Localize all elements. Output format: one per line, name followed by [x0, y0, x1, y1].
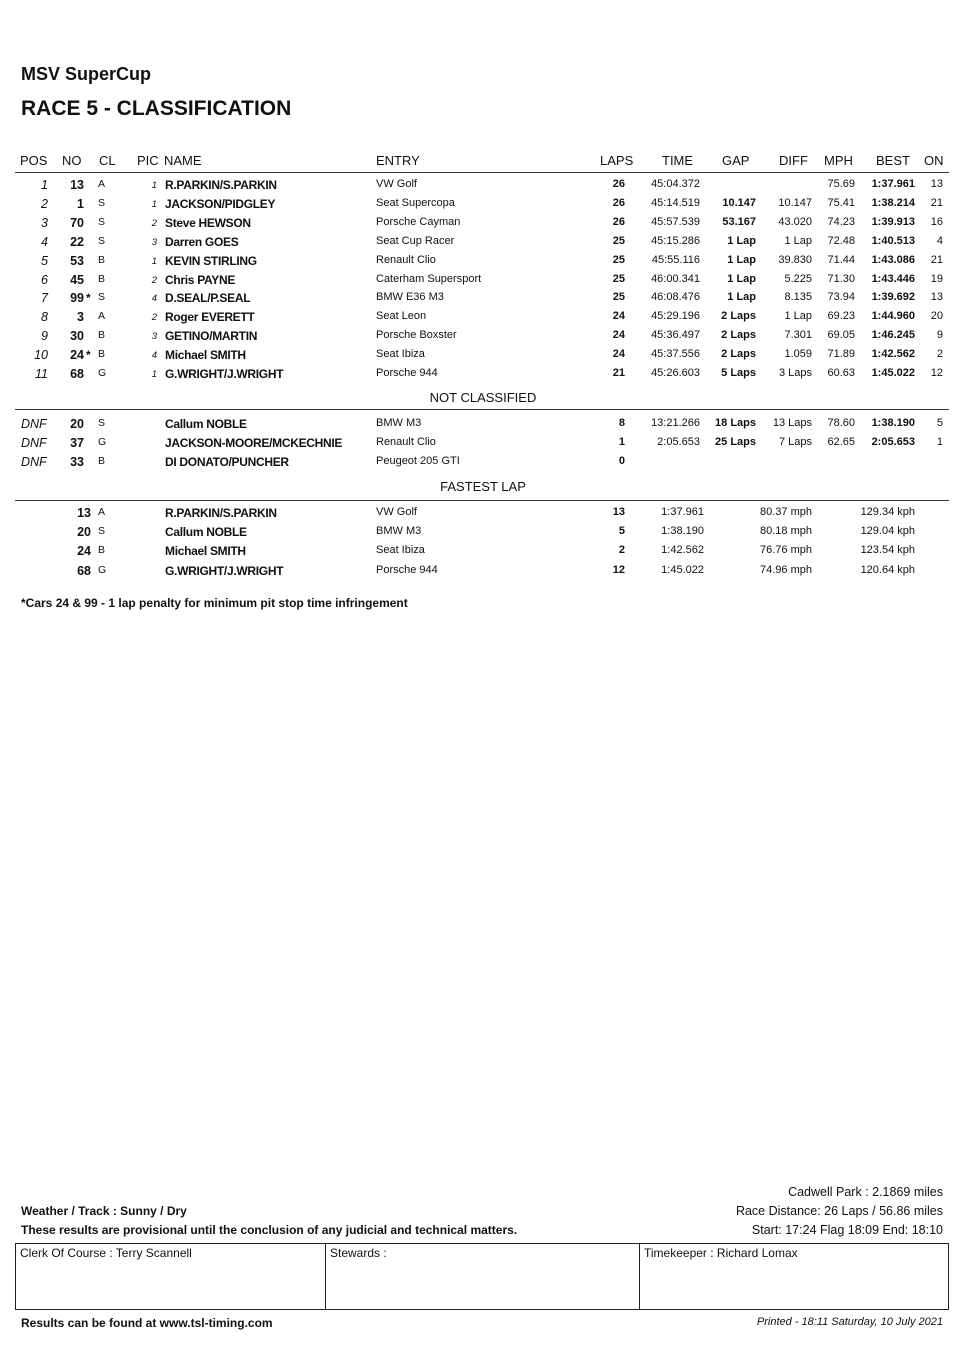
best-lap: 2:05.653: [871, 435, 915, 448]
fastest-lap-mph: 74.96 mph: [760, 563, 812, 576]
table-row: [0, 348, 966, 367]
entry-car: BMW M3: [376, 525, 422, 538]
car-number: 3: [77, 310, 84, 325]
fastest-lap-kph: 129.34 kph: [860, 506, 915, 518]
fastest-lap-number: 2: [618, 544, 625, 557]
total-time: 45:36.497: [651, 329, 700, 342]
driver-name: R.PARKIN/S.PARKIN: [165, 178, 277, 192]
race-times: Start: 17:24 Flag 18:09 End: 18:10: [751, 1223, 943, 1237]
entry-car: Seat Leon: [376, 310, 427, 323]
entry-car: Porsche 944: [376, 367, 438, 379]
car-number: 22: [70, 234, 84, 249]
position: 2: [41, 196, 48, 211]
average-mph: 78.60: [827, 417, 855, 429]
position-in-class: 1: [151, 255, 157, 267]
gap: 18 Laps: [715, 417, 756, 429]
fastest-lap-kph: 123.54 kph: [860, 544, 915, 557]
position: DNF: [21, 454, 47, 469]
entry-car: Porsche Boxster: [376, 329, 457, 342]
position-in-class: 2: [151, 217, 157, 229]
class: S: [98, 291, 106, 304]
average-mph: 69.05: [827, 329, 855, 342]
diff: 7 Laps: [778, 435, 812, 448]
driver-name: GETINO/MARTIN: [165, 329, 258, 344]
best-lap: 1:37.961: [871, 178, 915, 190]
gap: 2 Laps: [721, 310, 756, 323]
car-number: 13: [70, 178, 84, 192]
car-number: 37: [70, 435, 84, 450]
entry-car: Caterham Supersport: [376, 272, 482, 285]
best-lap: 1:44.960: [871, 310, 915, 323]
table-row: [0, 525, 966, 544]
fastest-lap-kph: 129.04 kph: [860, 525, 915, 538]
best-lap: 1:45.022: [871, 367, 915, 379]
class: B: [98, 253, 106, 266]
series-title: MSV SuperCup: [21, 64, 152, 84]
fastest-lap-kph: 120.64 kph: [860, 563, 915, 576]
table-row: [0, 436, 966, 455]
best-lap: 1:38.190: [871, 417, 915, 429]
position-in-class: 1: [151, 198, 157, 210]
driver-name: G.WRIGHT/J.WRIGHT: [165, 563, 284, 578]
average-mph: 71.30: [827, 272, 855, 285]
col-pos: POS: [20, 153, 48, 168]
driver-name: D.SEAL/P.SEAL: [165, 291, 251, 306]
laps: 21: [612, 367, 625, 379]
class: B: [98, 348, 106, 361]
car-number: 24: [77, 544, 91, 559]
driver-name: JACKSON-MOORE/MCKECHNIE: [165, 435, 343, 450]
average-mph: 60.63: [827, 367, 855, 379]
class: A: [98, 178, 106, 190]
position-in-class: 4: [151, 350, 157, 362]
class: G: [98, 435, 107, 448]
fastest-lap-mph: 76.76 mph: [760, 544, 812, 557]
col-time: TIME: [662, 153, 694, 168]
class: G: [98, 367, 107, 379]
position-in-class: 4: [151, 293, 157, 305]
class: B: [98, 544, 106, 557]
table-row: [0, 178, 966, 197]
penalty-marker: *: [86, 348, 91, 363]
total-time: 46:08.476: [651, 291, 700, 304]
driver-name: Michael SMITH: [165, 544, 246, 559]
col-best: BEST: [876, 153, 910, 168]
col-diff: DIFF: [779, 153, 808, 168]
driver-name: JACKSON/PIDGLEY: [165, 196, 276, 211]
diff: 13 Laps: [772, 417, 812, 429]
class: S: [98, 196, 106, 209]
table-row: [0, 291, 966, 310]
gap: 53.167: [722, 215, 756, 228]
best-on-lap: 4: [936, 234, 943, 247]
driver-name: R.PARKIN/S.PARKIN: [165, 506, 277, 520]
fastest-lap-time: 1:42.562: [661, 544, 704, 557]
page-title: RACE 5 - CLASSIFICATION: [21, 97, 292, 120]
driver-name: Chris PAYNE: [165, 272, 236, 287]
total-time: 45:15.286: [651, 234, 700, 247]
laps: 25: [612, 234, 625, 247]
best-on-lap: 12: [930, 367, 943, 379]
diff: 1 Lap: [784, 234, 812, 247]
gap: 5 Laps: [721, 367, 756, 379]
printed-timestamp: Printed - 18:11 Saturday, 10 July 2021: [756, 1316, 943, 1328]
table-row: [0, 506, 966, 525]
entry-car: Renault Clio: [376, 253, 436, 266]
entry-car: Porsche Cayman: [376, 215, 461, 228]
best-on-lap: 21: [930, 196, 943, 209]
car-number: 68: [70, 367, 84, 381]
col-mph: MPH: [824, 153, 853, 168]
gap: 1 Lap: [727, 234, 756, 247]
class: B: [98, 454, 106, 467]
total-time: 46:00.341: [651, 272, 700, 285]
gap: 25 Laps: [715, 435, 756, 448]
car-number: 13: [77, 506, 91, 520]
table-row: [0, 455, 966, 474]
car-number: 99: [70, 291, 84, 306]
col-cl: CL: [99, 153, 116, 168]
race-distance: Race Distance: 26 Laps / 56.86 miles: [735, 1204, 943, 1218]
driver-name: Roger EVERETT: [165, 310, 255, 325]
average-mph: 75.41: [827, 196, 855, 209]
total-time: 45:04.372: [651, 178, 700, 190]
diff: 1.059: [784, 348, 812, 361]
class: B: [98, 272, 106, 285]
average-mph: 71.44: [827, 253, 855, 266]
diff: 3 Laps: [778, 367, 812, 379]
position: 6: [41, 272, 48, 287]
timekeeper: Timekeeper : Richard Lomax: [639, 1244, 948, 1309]
table-row: [0, 367, 966, 386]
gap: 10.147: [722, 196, 756, 209]
fastest-lap-mph: 80.18 mph: [760, 525, 812, 538]
average-mph: 72.48: [827, 234, 855, 247]
average-mph: 62.65: [827, 435, 855, 448]
penalty-marker: *: [86, 291, 91, 306]
col-on: ON: [924, 153, 944, 168]
position-in-class: 3: [151, 331, 157, 343]
laps: 25: [612, 291, 625, 304]
car-number: 70: [70, 215, 84, 230]
position: DNF: [21, 435, 47, 450]
best-on-lap: 2: [936, 348, 943, 361]
penalty-note: *Cars 24 & 99 - 1 lap penalty for minimum pit stop time infringement: [21, 596, 408, 610]
car-number: 33: [70, 454, 84, 469]
entry-car: BMW M3: [376, 417, 422, 429]
entry-car: Seat Cup Racer: [376, 234, 455, 247]
driver-name: Callum NOBLE: [165, 525, 247, 540]
entry-car: VW Golf: [376, 178, 417, 190]
position: 5: [41, 253, 48, 268]
fastest-lap-number: 5: [618, 525, 625, 538]
fastest-lap-mph: 80.37 mph: [760, 506, 812, 518]
total-time: 45:37.556: [651, 348, 700, 361]
entry-car: VW Golf: [376, 506, 417, 518]
entry-car: BMW E36 M3: [376, 291, 444, 304]
table-row: [0, 216, 966, 235]
best-on-lap: 20: [930, 310, 943, 323]
laps: 26: [612, 178, 625, 190]
diff: 5.225: [784, 272, 812, 285]
position: 7: [41, 291, 48, 306]
best-on-lap: 1: [936, 435, 943, 448]
col-pic: PIC: [137, 153, 159, 168]
total-time: 45:29.196: [651, 310, 700, 323]
car-number: 1: [77, 196, 84, 211]
best-on-lap: 5: [936, 417, 943, 429]
table-row: [0, 254, 966, 273]
table-row: [0, 329, 966, 348]
position: 9: [41, 329, 48, 344]
class: B: [98, 329, 106, 342]
laps: 25: [612, 272, 625, 285]
best-lap: 1:39.913: [871, 215, 915, 228]
table-row: [0, 417, 966, 436]
class: A: [98, 310, 106, 323]
entry-car: Renault Clio: [376, 435, 436, 448]
fastest-lap-time: 1:38.190: [661, 525, 704, 538]
laps: 1: [618, 435, 625, 448]
total-time: 45:57.539: [651, 215, 700, 228]
entry-car: Porsche 944: [376, 563, 438, 576]
driver-name: DI DONATO/PUNCHER: [165, 454, 289, 469]
total-time: 2:05.653: [657, 435, 700, 448]
gap: 1 Lap: [727, 291, 756, 304]
gap: 2 Laps: [721, 348, 756, 361]
col-laps: LAPS: [600, 153, 634, 168]
driver-name: Steve HEWSON: [165, 215, 251, 230]
diff: 10.147: [778, 196, 812, 209]
total-time: 45:55.116: [651, 253, 700, 266]
car-number: 20: [70, 417, 84, 431]
position: 11: [35, 367, 48, 381]
class: A: [98, 506, 106, 518]
table-row: [0, 544, 966, 563]
circuit-info: Cadwell Park : 2.1869 miles: [788, 1185, 943, 1199]
position: 8: [41, 310, 48, 325]
entry-car: Seat Ibiza: [376, 544, 425, 557]
best-lap: 1:46.245: [871, 329, 915, 342]
class: S: [98, 234, 106, 247]
position: 3: [41, 215, 48, 230]
car-number: 45: [70, 272, 84, 287]
table-row: [0, 235, 966, 254]
average-mph: 74.23: [827, 215, 855, 228]
best-on-lap: 9: [936, 329, 943, 342]
laps: 26: [612, 196, 625, 209]
diff: 8.135: [784, 291, 812, 304]
average-mph: 71.89: [827, 348, 855, 361]
position-in-class: 3: [151, 236, 157, 248]
laps: 0: [618, 454, 625, 467]
best-on-lap: 19: [930, 272, 943, 285]
total-time: 45:14.519: [651, 196, 700, 209]
table-row: [0, 564, 966, 583]
col-no: NO: [62, 153, 82, 168]
laps: 24: [612, 329, 625, 342]
total-time: 13:21.266: [651, 417, 700, 429]
class: S: [98, 525, 106, 538]
entry-car: Seat Supercopa: [376, 196, 455, 209]
diff: 1 Lap: [784, 310, 812, 323]
best-lap: 1:40.513: [871, 234, 915, 247]
position: 10: [34, 348, 48, 363]
driver-name: G.WRIGHT/J.WRIGHT: [165, 367, 284, 381]
position: DNF: [21, 417, 47, 431]
provisional-notice: These results are provisional until the conclusion of any judicial and technical matters.: [21, 1223, 518, 1237]
best-on-lap: 13: [930, 291, 943, 304]
col-entry: ENTRY: [376, 153, 420, 168]
col-gap: GAP: [722, 153, 750, 168]
entry-car: Peugeot 205 GTI: [376, 454, 460, 467]
gap: 2 Laps: [721, 329, 756, 342]
table-row: [0, 197, 966, 216]
driver-name: KEVIN STIRLING: [165, 253, 257, 268]
entry-car: Seat Ibiza: [376, 348, 425, 361]
header-divider: [15, 172, 949, 173]
laps: 25: [612, 253, 625, 266]
total-time: 45:26.603: [651, 367, 700, 379]
best-on-lap: 21: [930, 253, 943, 266]
fastest-lap-title: FASTEST LAP: [440, 479, 526, 494]
position-in-class: 1: [151, 369, 157, 380]
laps: 26: [612, 215, 625, 228]
not-classified-divider: [15, 409, 949, 410]
weather-track: Weather / Track : Sunny / Dry: [21, 1204, 187, 1218]
car-number: 20: [77, 525, 91, 540]
fastest-lap-divider: [15, 500, 949, 501]
average-mph: 75.69: [827, 178, 855, 190]
driver-name: Michael SMITH: [165, 348, 246, 363]
diff: 7.301: [784, 329, 812, 342]
diff: 39.830: [778, 253, 812, 266]
position: 4: [41, 234, 48, 249]
best-lap: 1:43.086: [871, 253, 915, 266]
best-lap: 1:42.562: [871, 348, 915, 361]
position-in-class: 2: [151, 274, 157, 286]
position-in-class: 2: [151, 312, 157, 324]
best-lap: 1:38.214: [871, 196, 915, 209]
fastest-lap-time: 1:45.022: [661, 563, 704, 576]
best-lap: 1:39.692: [871, 291, 915, 304]
position-in-class: 1: [151, 180, 157, 191]
best-on-lap: 13: [930, 178, 943, 190]
fastest-lap-time: 1:37.961: [661, 506, 704, 518]
car-number: 53: [70, 253, 84, 268]
average-mph: 69.23: [827, 310, 855, 323]
signature-box: [15, 1243, 949, 1310]
results-link[interactable]: Results can be found at www.tsl-timing.com: [21, 1316, 273, 1330]
class: S: [98, 417, 106, 429]
diff: 43.020: [778, 215, 812, 228]
not-classified-title: NOT CLASSIFIED: [429, 390, 537, 405]
best-on-lap: 16: [930, 215, 943, 228]
table-row: [0, 310, 966, 329]
laps: 8: [618, 417, 625, 429]
car-number: 24: [70, 348, 84, 363]
average-mph: 73.94: [827, 291, 855, 304]
driver-name: Callum NOBLE: [165, 417, 247, 431]
gap: 1 Lap: [727, 272, 756, 285]
laps: 24: [612, 310, 625, 323]
car-number: 30: [70, 329, 84, 344]
driver-name: Darren GOES: [165, 234, 239, 249]
clerk-of-course: Clerk Of Course : Terry Scannell: [20, 1246, 192, 1260]
fastest-lap-number: 12: [612, 563, 625, 576]
fastest-lap-number: 13: [612, 506, 625, 518]
laps: 24: [612, 348, 625, 361]
stewards: Stewards :: [325, 1244, 639, 1309]
best-lap: 1:43.446: [871, 272, 915, 285]
position: 1: [41, 178, 48, 192]
table-row: [0, 273, 966, 292]
class: S: [98, 215, 106, 228]
gap: 1 Lap: [727, 253, 756, 266]
class: G: [98, 563, 107, 576]
car-number: 68: [77, 563, 91, 578]
col-name: NAME: [164, 153, 202, 168]
